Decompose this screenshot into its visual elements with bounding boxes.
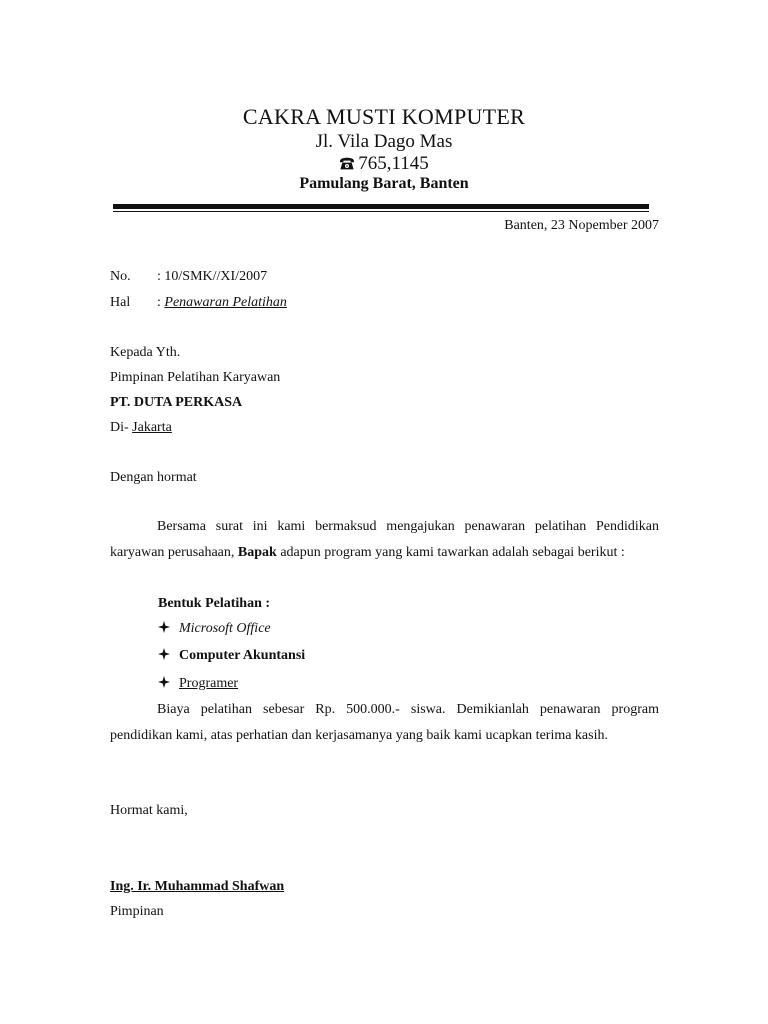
company-city: Pamulang Barat, Banten (299, 175, 469, 192)
letterhead-divider-thin (113, 211, 649, 212)
number-label: No. (110, 269, 131, 284)
company-address: Jl. Vila Dago Mas (315, 131, 453, 152)
subject-colon: : (157, 295, 165, 310)
recipient-location: Jakarta (132, 420, 172, 435)
recipient-greeting: Kepada Yth. (110, 345, 181, 360)
training-item-programer: Programer (179, 676, 239, 691)
company-phone-line (0, 153, 768, 175)
number-value: : 10/SMK//XI/2007 (157, 269, 268, 284)
recipient-title: Pimpinan Pelatihan Karyawan (110, 370, 281, 385)
training-item-computer-akuntansi: Computer Akuntansi (179, 648, 306, 663)
letterhead-divider-thick (113, 204, 649, 209)
recipient-location-line (110, 420, 172, 436)
list-item (158, 621, 271, 637)
diamond-bullet-icon (158, 648, 170, 660)
recipient-company: PT. DUTA PERKASA (110, 395, 243, 410)
list-item (158, 648, 305, 664)
body-paragraph-2: Biaya pelatihan sebesar Rp. 500.000.- siswa. Demikianlah penawaran program pendidikan kami, atas perhatian dan kerjasamanya yang baik kami ucapkan terima kasih. (110, 702, 659, 743)
letter-date: Banten, 23 Nopember 2007 (504, 218, 659, 233)
recipient-location-prefix: Di- (110, 420, 133, 435)
diamond-bullet-icon (158, 621, 170, 633)
signatory-name: Ing. Ir. Muhammad Shafwan (110, 879, 285, 894)
body-paragraph-1: Bersama surat ini kami bermaksud mengajukan penawaran pelatihan Pendidikan karyawan perusahaan, Bapak adapun program yang kami tawarkan adalah sebagai berikut : (110, 519, 659, 560)
list-item (158, 676, 238, 692)
diamond-bullet-icon (158, 676, 170, 688)
phone-number: 765,1145 (358, 153, 429, 174)
subject-label: Hal (110, 295, 131, 310)
closing: Hormat kami, (110, 803, 188, 818)
telephone-icon (339, 157, 355, 170)
training-heading: Bentuk Pelatihan : (158, 596, 271, 611)
subject-line (157, 295, 287, 311)
subject-value: Penawaran Pelatihan (164, 295, 287, 310)
salutation: Dengan hormat (110, 470, 197, 485)
training-item-microsoft-office: Microsoft Office (179, 621, 271, 636)
company-name: CAKRA MUSTI KOMPUTER (242, 104, 526, 129)
signatory-position: Pimpinan (110, 904, 164, 919)
